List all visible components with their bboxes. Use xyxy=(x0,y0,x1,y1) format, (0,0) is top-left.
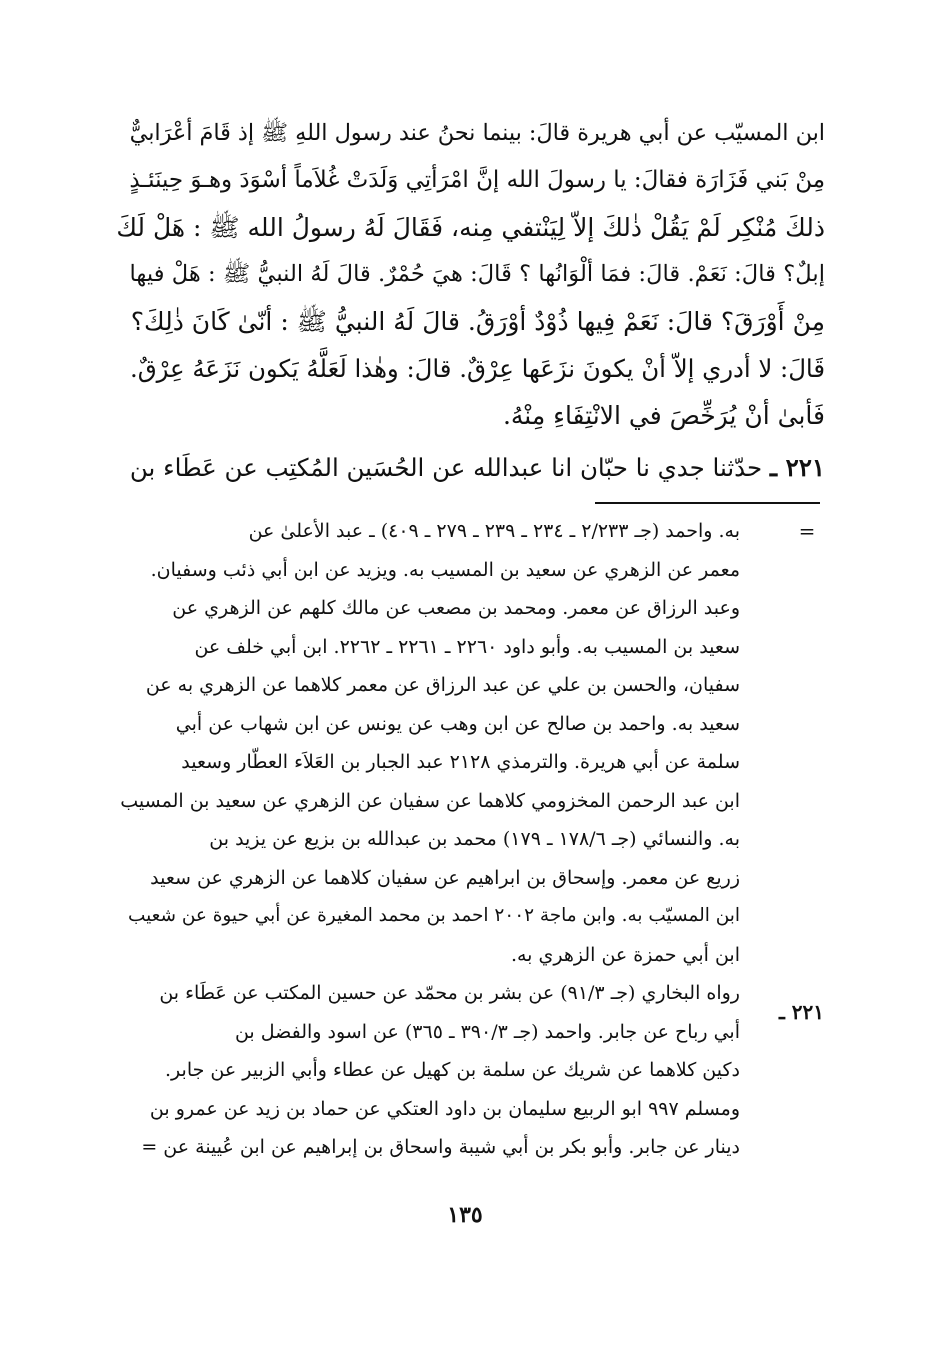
footnote-separator xyxy=(595,502,820,504)
footnote-221-number: ٢٢١ ـ xyxy=(778,1000,824,1024)
footnote-line: رواه البخاري (جـ ٩١/٣) عن بشر بن محمّد عن حسين المكتب عن عَطَاء بن xyxy=(159,982,740,1004)
footnote-line: أبي رباح عن جابر. واحمد (جـ ٣٩٠/٣ ـ ٣٦٥) عن اسود والفضل بن xyxy=(234,1020,740,1043)
main-text-line: مِنْ بَني فَزَارَة فقالَ: يا رسولَ الله إنَّ امْرَأتِي وَلَدَتْ غُلاَماً أسْوَدَ وهـوَ حِينَئـذٍ xyxy=(129,167,825,193)
footnote-line: سفيان، والحسن بن علي عن عبد الرزاق عن معمر كلاهما عن الزهري به عن xyxy=(145,674,740,696)
main-text-line: ذلكَ مُنْكِر لَمْ يَقُلْ ذٰلكَ إلاّ لِيَنْتفي مِنه، فَقَالَ لَهُ رسولُ الله ﷺ : هَلْ لَكَ xyxy=(116,213,825,242)
hadith-number: ٢٢١ ـ xyxy=(769,453,825,482)
main-text-line: فَأبىٰ أنْ يُرَخِّصَ في الانْتِفَاءِ مِنْهُ. xyxy=(502,401,825,430)
footnote-line: وعبد الرزاق عن معمر. ومحمد بن مصعب عن مالك كلهم عن الزهري عن xyxy=(172,597,740,619)
main-hadith-text xyxy=(115,110,825,439)
footnote-221 xyxy=(115,974,740,1167)
main-text-line: ابن المسيّب عن أبي هريرة قالَ: بينما نحنُ عند رسول اللهِ ﷺ إذ قَامَ أعْرَابيٌّ xyxy=(129,120,825,146)
hadith-221-heading xyxy=(115,444,825,491)
main-text-line: قَالَ: لا أدري إلاّ أنْ يكونَ نزَعَها عِرْقٌ. قالَ: وهٰذا لَعَلَّهُ يَكون نَزَعَهُ عِرْقٌ. xyxy=(129,354,825,383)
footnote-line: معمر عن الزهري عن سعيد بن المسيب به. ويزيد عن ابن أبي ذئب وسفيان. xyxy=(150,558,740,581)
page-number: ١٣٥ xyxy=(447,1202,483,1228)
footnote-220 xyxy=(115,512,740,974)
main-text-line: مِنْ أَوْرَقَ؟ قالَ: نَعَمْ فِيها ذُوْدٌ أوْرَقُ. قالَ لَهُ النبيُّ ﷺ : أنّىٰ كَانَ ذٰلِكَ؟ xyxy=(130,307,825,336)
footnote-line: زريع عن معمر. وإسحاق بن ابراهيم عن سفيان كلاهما عن الزهري عن سعيد xyxy=(150,866,740,889)
hadith-221-text: حدّثنا جدي نا حبّان انا عبدالله عن الحُسَين المُكتِب عن عَطَاء بن xyxy=(129,453,763,482)
footnote-line: به. واحمد (جـ ٢/٢٣٣ ـ ٢٣٤ ـ ٢٣٩ ـ ٢٧٩ ـ ٤٠٩) ـ عبد الأعلىٰ عن xyxy=(248,520,740,542)
footnote-line: دينار عن جابر. وأبو بكر بن أبي شيبة واسحاق بن إبراهيم عن ابن عُيينة عن = xyxy=(141,1136,740,1158)
footnote-line: ابن عبد الرحمن المخزومي كلاهما عن سفيان عن الزهري عن سعيد بن المسيب xyxy=(120,789,740,812)
footnote-line: ابن أبي حمزة عن الزهري به. xyxy=(510,943,740,966)
footnote-line: ابن المسيّب به. وابن ماجة ٢٠٠٢ احمد بن محمد المغيرة عن أبي حيوة عن شعيب xyxy=(127,905,740,926)
footnote-line: دكين كلاهما عن شريك عن سلمة بن كهيل عن عطاء وأبي الزبير عن جابر. xyxy=(165,1059,740,1081)
footnote-line: به. والنسائي (جـ ١٧٨/٦ ـ ١٧٩) محمد بن عبدالله بن بزيع عن يزيد بن xyxy=(209,828,740,850)
footnote-line: سعيد به. واحمد بن صالح عن ابن وهب عن يونس عن ابن شهاب عن أبي xyxy=(175,712,740,735)
footnote-line: ومسلم ٩٩٧ ابو الربيع سليمان بن داود العتكي عن حماد بن زيد عن عمرو بن xyxy=(149,1097,740,1120)
footnote-line: سعيد بن المسيب به. وأبو داود ٢٢٦٠ ـ ٢٢٦١ ـ ٢٢٦٢. ابن أبي خلف عن xyxy=(194,635,740,658)
continuation-mark: = xyxy=(798,519,816,543)
footnotes xyxy=(115,512,740,1167)
footnote-line: سلمة عن أبي هريرة. والترمذي ٢١٢٨ عبد الجبار بن العَلاَء العطّار وسعيد xyxy=(181,751,740,773)
main-text-line: إبلٌ؟ قالَ: نَعَمْ. قالَ: فمَا ألْوَانُها ؟ قَالَ: هيَ حُمْرٌ. قالَ لَهُ النبيُّ ﷺ : هَلْ فيها xyxy=(129,261,825,287)
